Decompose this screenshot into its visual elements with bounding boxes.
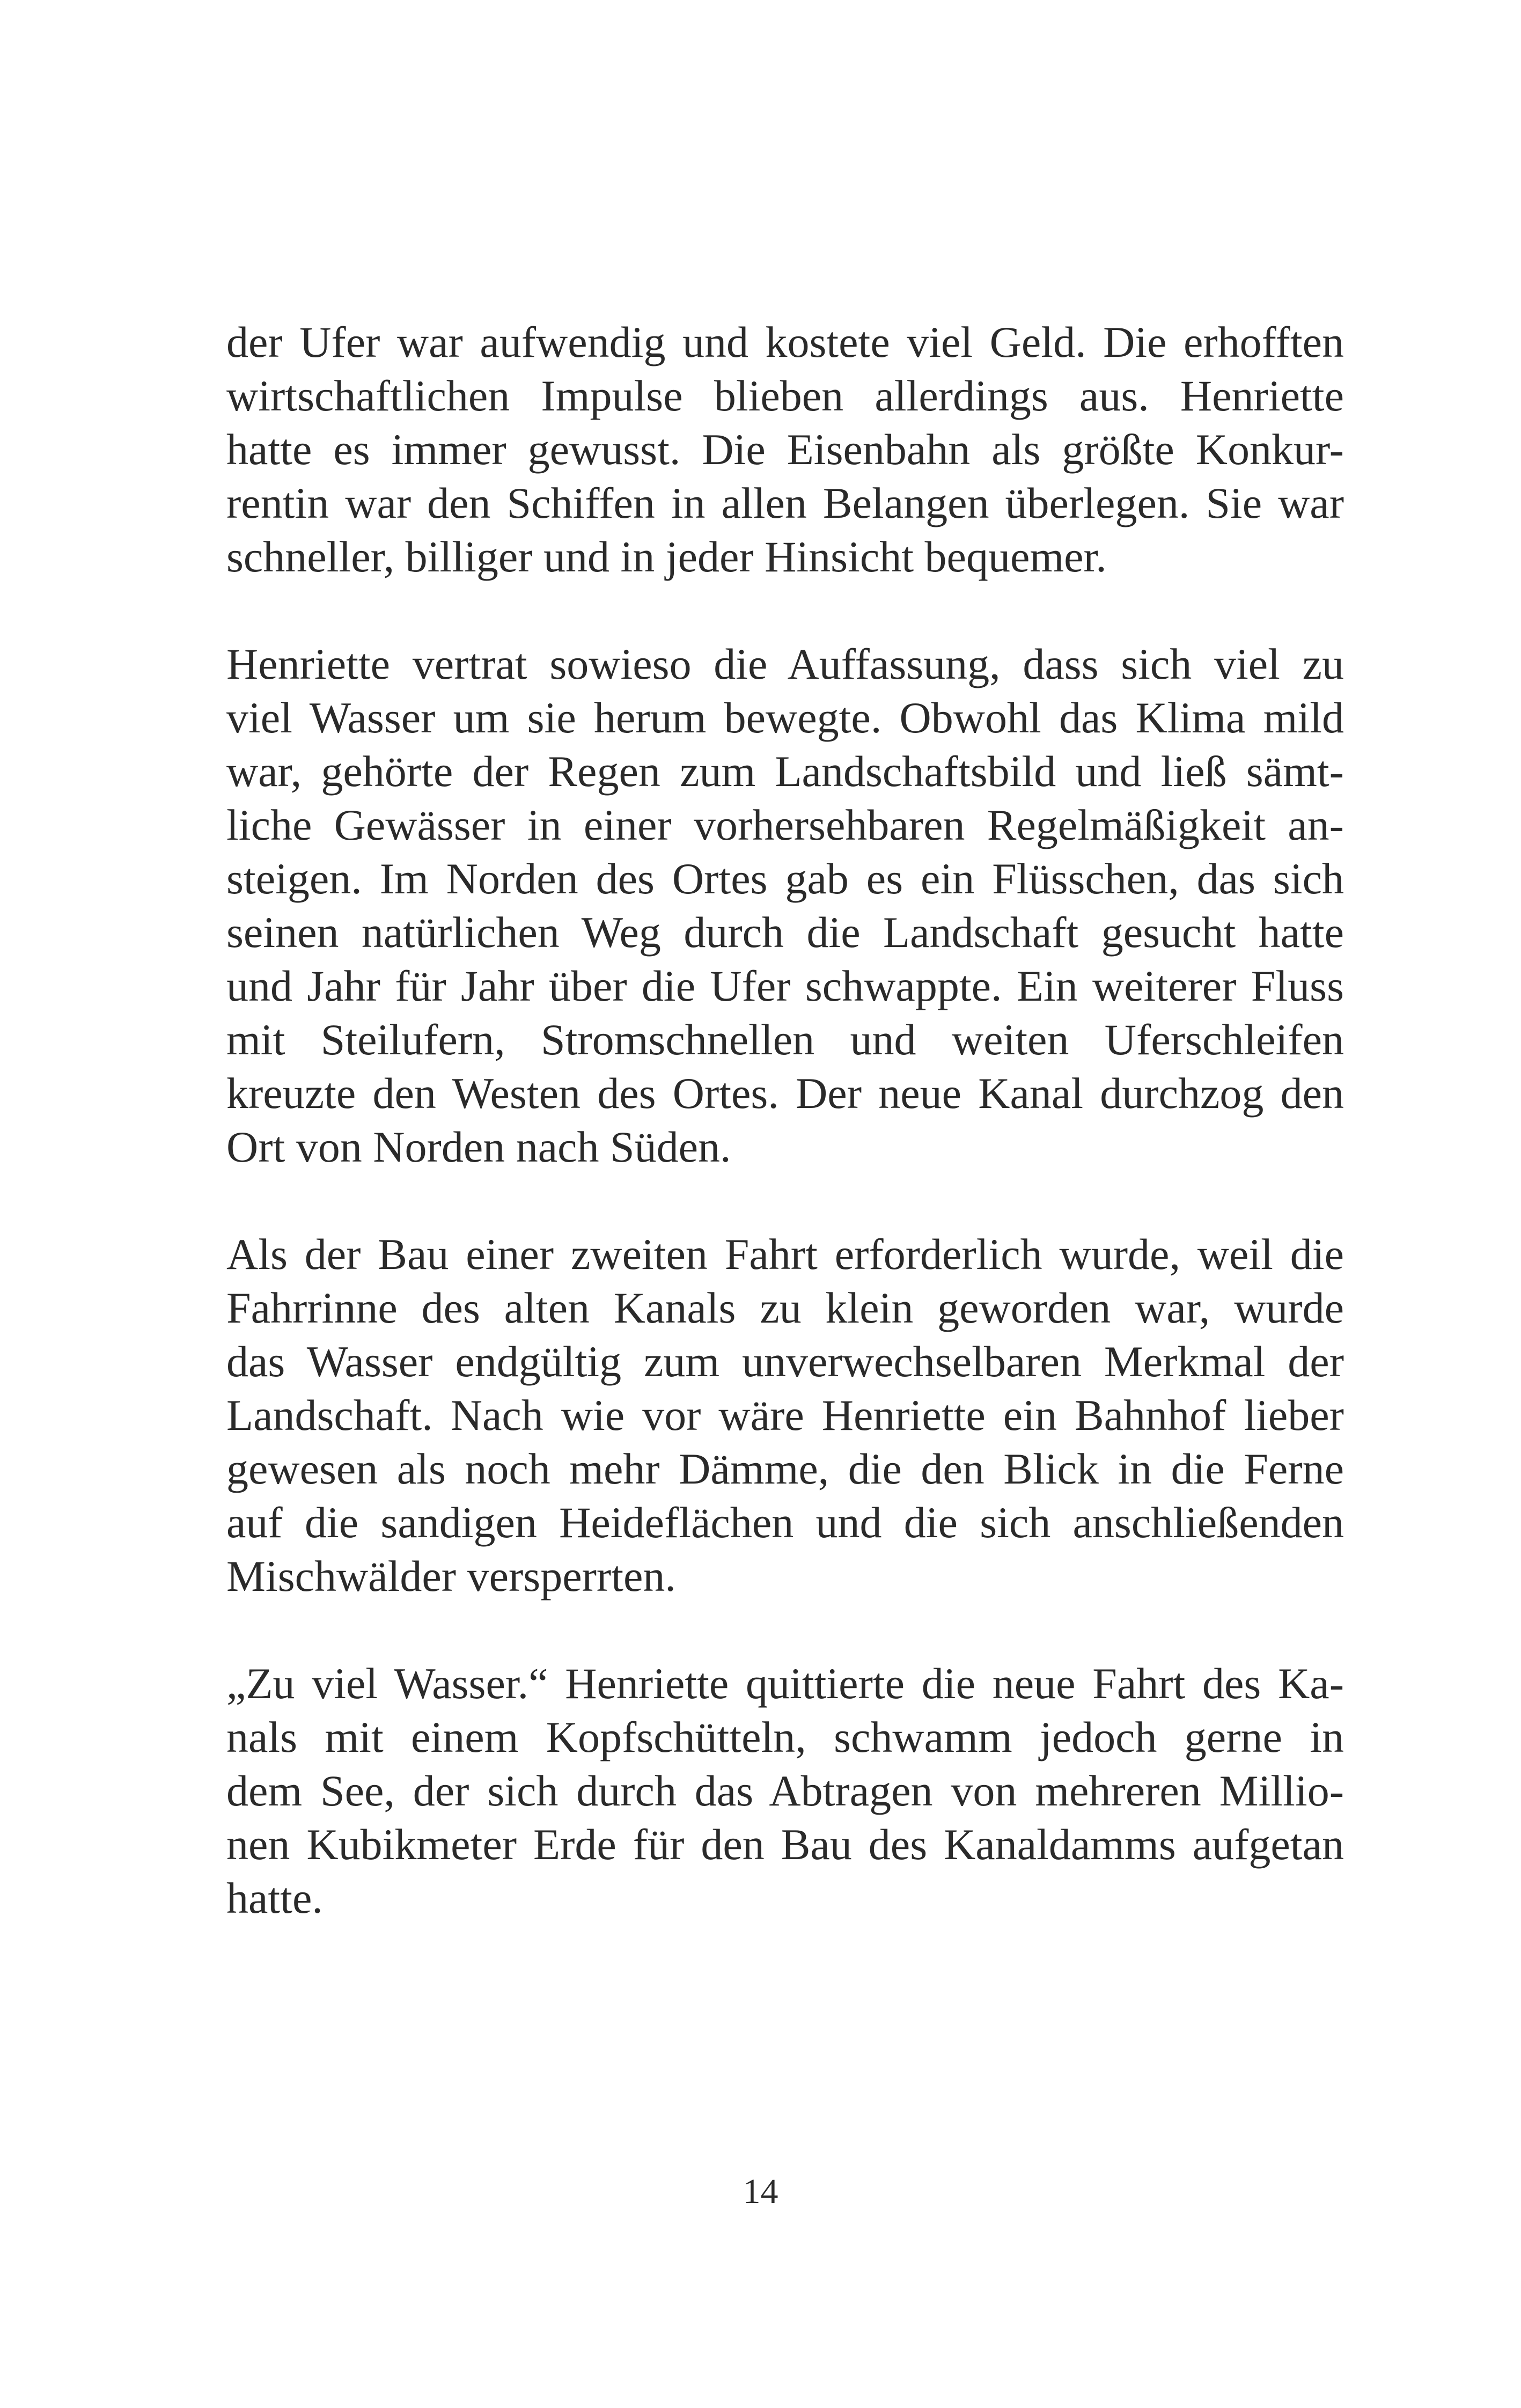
page-number: 14 — [743, 2172, 778, 2211]
paragraph-1 — [226, 315, 1344, 584]
text-line: viel Wasser um sie herum bewegte. Obwohl das Klima mild — [226, 693, 1344, 742]
paragraph-4 — [226, 1657, 1344, 1925]
text-line: der Ufer war aufwendig und kostete viel Geld. Die erhofften — [226, 318, 1344, 366]
paragraph-2 — [226, 637, 1344, 1174]
text-line: kreuzte den Westen des Ortes. Der neue Kanal durchzog den — [226, 1069, 1344, 1118]
paragraph-spacer — [226, 1174, 1344, 1228]
text-line: war, gehörte der Regen zum Landschaftsbild und ließ sämt- — [226, 747, 1344, 796]
text-line: das Wasser endgültig zum unverwechselbaren Merkmal der — [226, 1337, 1344, 1386]
text-line: nals mit einem Kopfschütteln, schwamm jedoch gerne in — [226, 1713, 1344, 1761]
text-line: gewesen als noch mehr Dämme, die den Blick in die Ferne — [226, 1444, 1344, 1493]
text-line: „Zu viel Wasser.“ Henriette quittierte die neue Fahrt des Ka- — [226, 1659, 1344, 1708]
text-line: Ort von Norden nach Süden. — [226, 1122, 731, 1171]
text-line: und Jahr für Jahr über die Ufer schwappte. Ein weiterer Fluss — [226, 961, 1344, 1010]
paragraph-3 — [226, 1228, 1344, 1603]
text-line: liche Gewässer in einer vorhersehbaren Regelmäßigkeit an- — [226, 801, 1344, 849]
text-line: Henriette vertrat sowieso die Auffassung, dass sich viel zu — [226, 640, 1344, 688]
text-line: schneller, billiger und in jeder Hinsicht bequemer. — [226, 532, 1107, 581]
text-line: wirtschaftlichen Impulse blieben allerdings aus. Henriette — [226, 371, 1344, 420]
text-line: steigen. Im Norden des Ortes gab es ein Flüsschen, das sich — [226, 854, 1344, 903]
text-line: hatte. — [226, 1874, 323, 1922]
text-line: rentin war den Schiffen in allen Belangen überlegen. Sie war — [226, 479, 1344, 527]
text-line: mit Steilufern, Stromschnellen und weiten Uferschleifen — [226, 1015, 1344, 1064]
text-line: Landschaft. Nach wie vor wäre Henriette ein Bahnhof lieber — [226, 1391, 1344, 1440]
text-line: auf die sandigen Heideflächen und die sich anschließenden — [226, 1498, 1344, 1547]
text-line: hatte es immer gewusst. Die Eisenbahn als größte Konkur- — [226, 425, 1344, 474]
text-line: Fahrrinne des alten Kanals zu klein geworden war, wurde — [226, 1283, 1344, 1332]
text-line: dem See, der sich durch das Abtragen von mehreren Millio- — [226, 1766, 1344, 1815]
paragraph-spacer — [226, 1603, 1344, 1657]
text-line: Als der Bau einer zweiten Fahrt erforderlich wurde, weil die — [226, 1230, 1344, 1279]
text-line: Mischwälder versperrten. — [226, 1552, 676, 1601]
text-line: seinen natürlichen Weg durch die Landschaft gesucht hatte — [226, 908, 1344, 957]
paragraph-spacer — [226, 584, 1344, 637]
text-line: nen Kubikmeter Erde für den Bau des Kanaldamms aufgetan — [226, 1820, 1344, 1869]
body-text — [226, 315, 1344, 1925]
